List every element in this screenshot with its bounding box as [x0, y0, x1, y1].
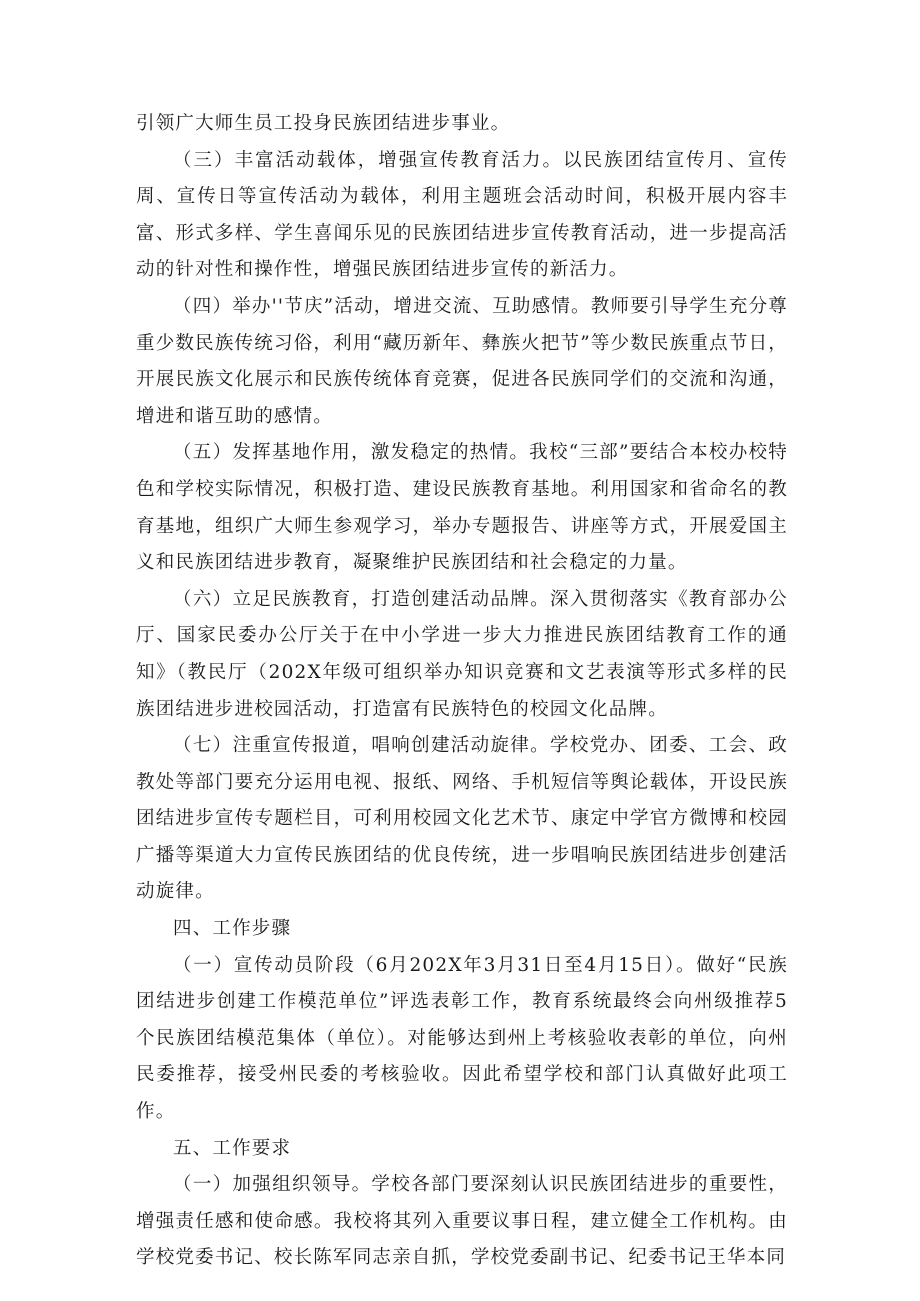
document-body: [136, 106, 788, 1277]
heading-work-requirements: 五、工作要求: [173, 1137, 292, 1159]
paragraph-section-3: （三）丰富活动载体，增强宣传教育活力。以民族团结宣传月、宣传周、宣传日等宣传活动为载体，利用主题班会活动时间，积极开展内容丰富、形式多样、学生喜闻乐见的民族团结进步宣传教育活动，进一步提高活动的针对性和操作性，增强民族团结进步宣传的新活力。: [136, 149, 788, 281]
paragraph-section-5: （五）发挥基地作用，激发稳定的热情。我校“三部”要结合本校办校特色和学校实际情况，积极打造、建设民族教育基地。利用国家和省命名的教育基地，组织广大师生参观学习，举办专题报告、讲座等方式，开展爱国主义和民族团结进步教育，凝聚维护民族团结和社会稳定的力量。: [136, 442, 788, 574]
paragraph-section-7: （七）注重宣传报道，唱响创建活动旋律。学校党办、团委、工会、政教处等部门要充分运用电视、报纸、网络、手机短信等舆论载体，开设民族团结进步宣传专题栏目，可利用校园文化艺术节、康定中学官方微博和校园广播等渠道大力宣传民族团结的优良传统，进一步唱响民族团结进步创建活动旋律。: [136, 735, 788, 903]
paragraph-step-1: （一）宣传动员阶段（6月202X年3月31日至4月15日）。做好“民族团结进步创建工作模范单位”评选表彰工作，教育系统最终会向州级推荐5个民族团结模范集体（单位）。对能够达到州上考核验收表彰的单位，向州民委推荐，接受州民委的考核验收。因此希望学校和部门认真做好此项工作。: [136, 954, 788, 1123]
paragraph-section-6: （六）立足民族教育，打造创建活动品牌。深入贯彻落实《教育部办公厅、国家民委办公厅关于在中小学进一步大力推进民族团结教育工作的通知》（教民厅（202X年级可组织举办知识竞赛和文艺表演等形式多样的民族团结进步进校园活动，打造富有民族特色的校园文化品牌。: [136, 588, 788, 720]
paragraph-continuation: 引领广大师生员工投身民族团结进步事业。: [136, 113, 511, 134]
paragraph-section-4: （四）举办''节庆”活动，增进交流、互助感情。教师要引导学生充分尊重少数民族传统习俗，利用“藏历新年、彝族火把节”等少数民族重点节日，开展民族文化展示和民族传统体育竞赛，促进各民族同学们的交流和沟通，增进和谐互助的感情。: [136, 295, 788, 427]
heading-work-steps: 四、工作步骤: [173, 918, 292, 940]
paragraph-requirement-1: （一）加强组织领导。学校各部门要深刻认识民族团结进步的重要性，增强责任感和使命感。我校将其列入重要议事日程，建立健全工作机构。由学校党委书记、校长陈军同志亲自抓，学校党委副书记、纪委书记王华本同: [136, 1174, 788, 1269]
